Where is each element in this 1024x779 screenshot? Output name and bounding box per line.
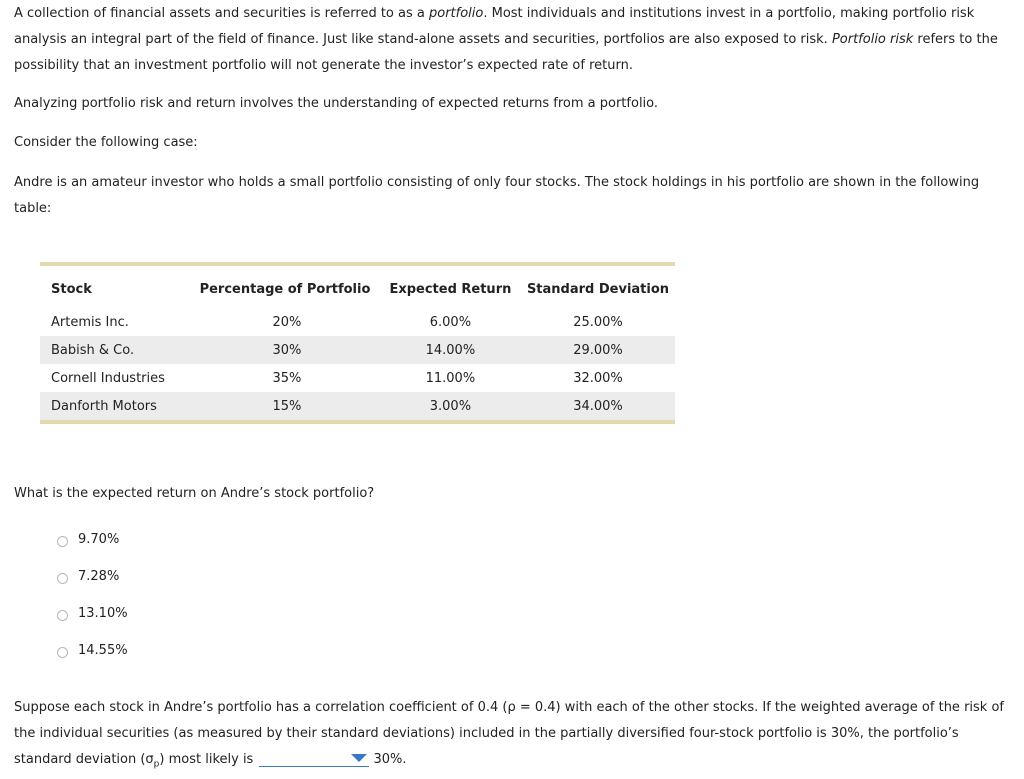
cell-percentage: 35% bbox=[272, 370, 302, 386]
header-standard-deviation: Standard Deviation bbox=[526, 281, 670, 297]
cell-standard-deviation: 34.00% bbox=[521, 392, 675, 422]
term-portfolio-risk: Portfolio risk bbox=[831, 32, 914, 47]
sigma-subscript: p bbox=[153, 759, 160, 770]
answer-option[interactable] bbox=[57, 603, 128, 623]
cell-percentage: 20% bbox=[272, 314, 302, 330]
intro-paragraph bbox=[14, 1, 1018, 79]
table-row bbox=[40, 364, 675, 392]
cell-standard-deviation: 29.00% bbox=[521, 336, 675, 364]
cell-stock: Artemis Inc. bbox=[51, 314, 129, 330]
question-text: What is the expected return on Andre’s stock portfolio? bbox=[14, 486, 375, 501]
intro-text-2: . Most individuals and institutions invest in a portfolio, making portfolio risk analysis an integral part of the field of finance. Just like stand-alone assets and securities, portfolios are also exposed to risk. bbox=[14, 6, 975, 47]
radio-button[interactable] bbox=[57, 536, 68, 547]
answer-option[interactable] bbox=[57, 640, 128, 660]
cell-standard-deviation: 32.00% bbox=[573, 370, 623, 386]
answer-option[interactable] bbox=[57, 529, 119, 549]
cell-expected-return: 6.00% bbox=[429, 314, 472, 330]
cell-standard-deviation: 25.00% bbox=[573, 314, 623, 330]
cell-stock: Danforth Motors bbox=[40, 392, 190, 422]
suppose-text-3: 30%. bbox=[373, 752, 407, 767]
answer-option[interactable] bbox=[57, 566, 119, 586]
table-row bbox=[40, 392, 675, 422]
intro-text-1: A collection of financial assets and securities is referred to as a bbox=[14, 6, 429, 21]
consider-paragraph: Consider the following case: bbox=[14, 135, 198, 150]
cell-expected-return: 14.00% bbox=[380, 336, 521, 364]
table-row bbox=[40, 336, 675, 364]
cell-percentage: 30% bbox=[190, 336, 380, 364]
answer-option-label: 9.70% bbox=[78, 531, 120, 547]
header-expected-return: Expected Return bbox=[389, 281, 512, 297]
suppose-paragraph bbox=[14, 695, 1018, 778]
dropdown-caret-icon[interactable] bbox=[351, 754, 367, 762]
answer-option-label: 13.10% bbox=[78, 605, 128, 621]
radio-button[interactable] bbox=[57, 573, 68, 584]
holdings-table bbox=[40, 262, 675, 424]
cell-expected-return: 11.00% bbox=[425, 370, 476, 386]
analyzing-paragraph: Analyzing portfolio risk and return involves the understanding of expected returns from a portfolio. bbox=[14, 96, 659, 111]
intro-text-3: refers to the possibility that an investment portfolio will not generate the investor’s expected rate of return. bbox=[14, 32, 998, 73]
cell-stock: Cornell Industries bbox=[51, 370, 165, 386]
radio-button[interactable] bbox=[57, 647, 68, 658]
answer-option-label: 7.28% bbox=[78, 568, 120, 584]
answer-option-label: 14.55% bbox=[78, 642, 128, 658]
comparison-dropdown[interactable] bbox=[259, 752, 369, 767]
cell-stock: Babish & Co. bbox=[40, 336, 190, 364]
suppose-text-2: ) most likely is bbox=[159, 752, 254, 767]
table-header-row bbox=[40, 264, 675, 308]
header-stock: Stock bbox=[51, 281, 92, 297]
cell-expected-return: 3.00% bbox=[380, 392, 521, 422]
radio-button[interactable] bbox=[57, 610, 68, 621]
header-percentage: Percentage of Portfolio bbox=[199, 281, 371, 297]
suppose-text-1: Suppose each stock in Andre’s portfolio has a correlation coefficient of 0.4 (ρ = 0.4) with each of the other stocks. If the weighted average of the risk of the individual securities (as measured by their standard deviations) included in the partially diversified four-stock portfolio is 30%, the portfolio’s standard deviation (σ bbox=[14, 700, 1004, 767]
cell-percentage: 15% bbox=[190, 392, 380, 422]
andre-paragraph: Andre is an amateur investor who holds a small portfolio consisting of only four stocks. The stock holdings in his portfolio are shown in the following table: bbox=[14, 175, 980, 216]
table-row bbox=[40, 308, 675, 336]
term-portfolio: portfolio bbox=[428, 6, 484, 21]
